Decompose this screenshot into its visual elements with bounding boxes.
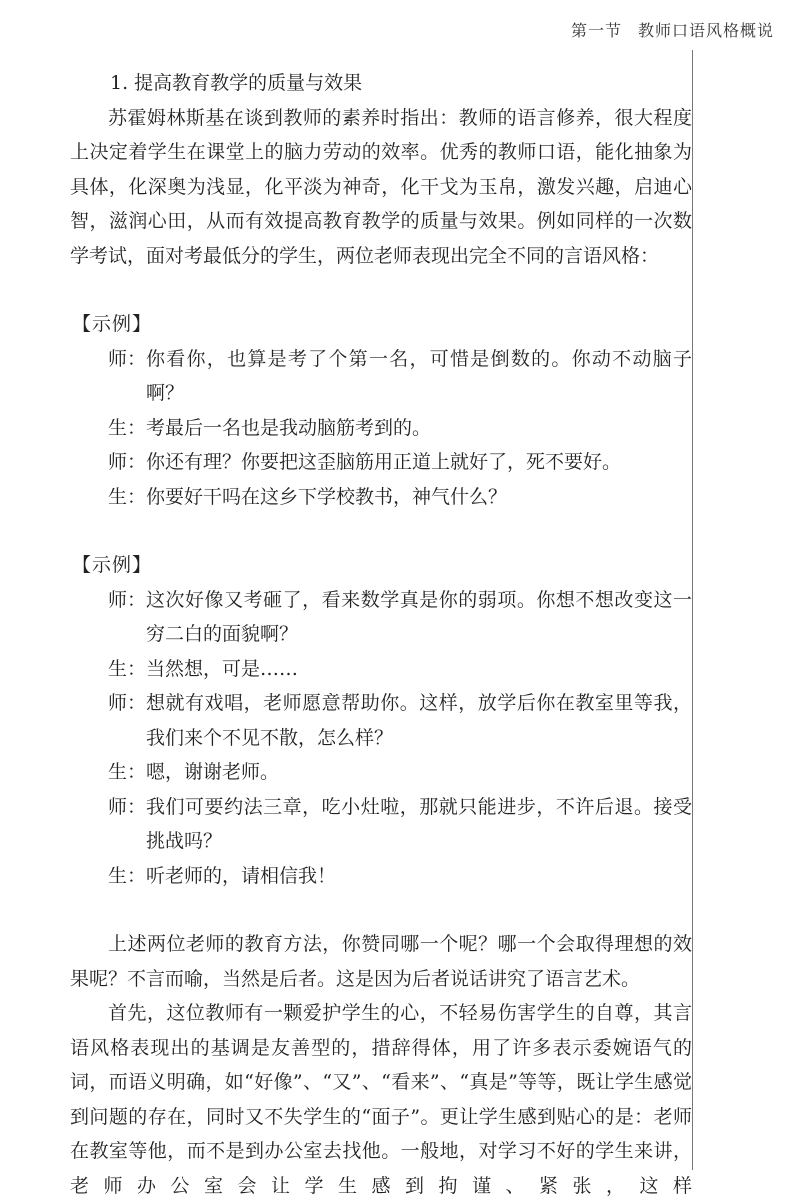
speaker-label: 生： <box>108 657 147 680</box>
speaker-label: 师： <box>108 795 147 818</box>
dialog-line <box>70 342 692 411</box>
example-label: 【示例】 <box>72 313 153 335</box>
dialog-line <box>70 583 692 652</box>
dialog-text: 想就有戏唱，老师愿意帮助你。这样，放学后你在教室里等我，我们来个不见不散，怎么样？ <box>146 692 692 749</box>
speaker-label: 师： <box>108 347 147 370</box>
dialog-line <box>70 790 692 859</box>
dialog-line <box>70 686 692 755</box>
running-header <box>571 18 774 41</box>
dialog-text: 你要好干吗在这乡下学校教书，神气什么？ <box>146 485 508 508</box>
speaker-label: 生： <box>108 485 147 508</box>
dialog-line <box>70 755 692 790</box>
conclusion-paragraph-1: 上述两位老师的教育方法，你赞同哪一个呢？哪一个会取得理想的效果呢？不言而喻，当然是后者。这是因为后者说话讲究了语言艺术。 <box>70 933 692 990</box>
example-dialog-1 <box>70 342 692 515</box>
dialog-text: 听老师的，请相信我！ <box>146 864 337 887</box>
dialog-text: 嗯，谢谢老师。 <box>146 761 280 783</box>
dialog-line <box>70 411 692 446</box>
dialog-text: 这次好像又考砸了，看来数学真是你的弱项。你想不想改变这一穷二白的面貌啊？ <box>146 588 692 645</box>
dialog-text: 我们可要约法三章，吃小灶啦，那就只能进步，不许后退。接受挑战吗？ <box>146 795 692 852</box>
speaker-label: 生： <box>108 416 147 439</box>
example-label: 【示例】 <box>72 554 153 576</box>
right-margin-rule <box>692 50 693 1170</box>
header-section: 第一节 <box>570 21 622 40</box>
speaker-label: 生： <box>108 761 147 783</box>
example-dialog-2 <box>70 583 692 894</box>
dialog-text: 当然想，可是…… <box>146 657 299 680</box>
dialog-line <box>70 859 692 894</box>
speaker-label: 师： <box>108 451 147 473</box>
dialog-text: 考最后一名也是我动脑筋考到的。 <box>146 416 432 439</box>
spacer <box>70 893 692 927</box>
dialog-line <box>70 445 692 480</box>
dialog-line <box>70 652 692 687</box>
intro-paragraph: 苏霍姆林斯基在谈到教师的素养时指出：教师的语言修养，很大程度上决定着学生在课堂上的脑力劳动的效率。优秀的教师口语，能化抽象为具体，化深奥为浅显，化平淡为神奇，化干戈为玉帛，激发兴趣，启迪心智，滋润心田，从而有效提高教育教学的质量与效果。例如同样的一次数学考试，面对考最低分的学生，两位老师表现出完全不同的言语风格： <box>70 106 692 267</box>
conclusion-paragraph-2: 首先，这位教师有一颗爱护学生的心，不轻易伤害学生的自尊，其言语风格表现出的基调是友善型的，措辞得体，用了许多表示委婉语气的词，而语义明确，如“好像”、“又”、“看来”、“真是”等等，既让学生感觉到问题的存在，同时又不失学生的“面子”。更让学生感到贴心的是：老师在教室等他，而不是到办公室去找他。一般地，对学习不好的学生来讲，老师办公室会让学生感到拘谨、紧张，这样 <box>70 1002 692 1197</box>
speaker-label: 生： <box>108 864 147 887</box>
header-title: 教师口语风格概说 <box>637 21 774 40</box>
dialog-text: 你看你，也算是考了个第一名，可惜是倒数的。你动不动脑子啊？ <box>146 347 692 404</box>
page-content <box>70 66 692 1203</box>
section-heading: 1. 提高教育教学的质量与效果 <box>110 72 363 94</box>
dialog-line <box>70 480 692 515</box>
dialog-text: 你还有理？你要把这歪脑筋用正道上就好了，死不要好。 <box>146 451 622 473</box>
speaker-label: 师： <box>108 588 147 611</box>
speaker-label: 师： <box>108 692 147 714</box>
